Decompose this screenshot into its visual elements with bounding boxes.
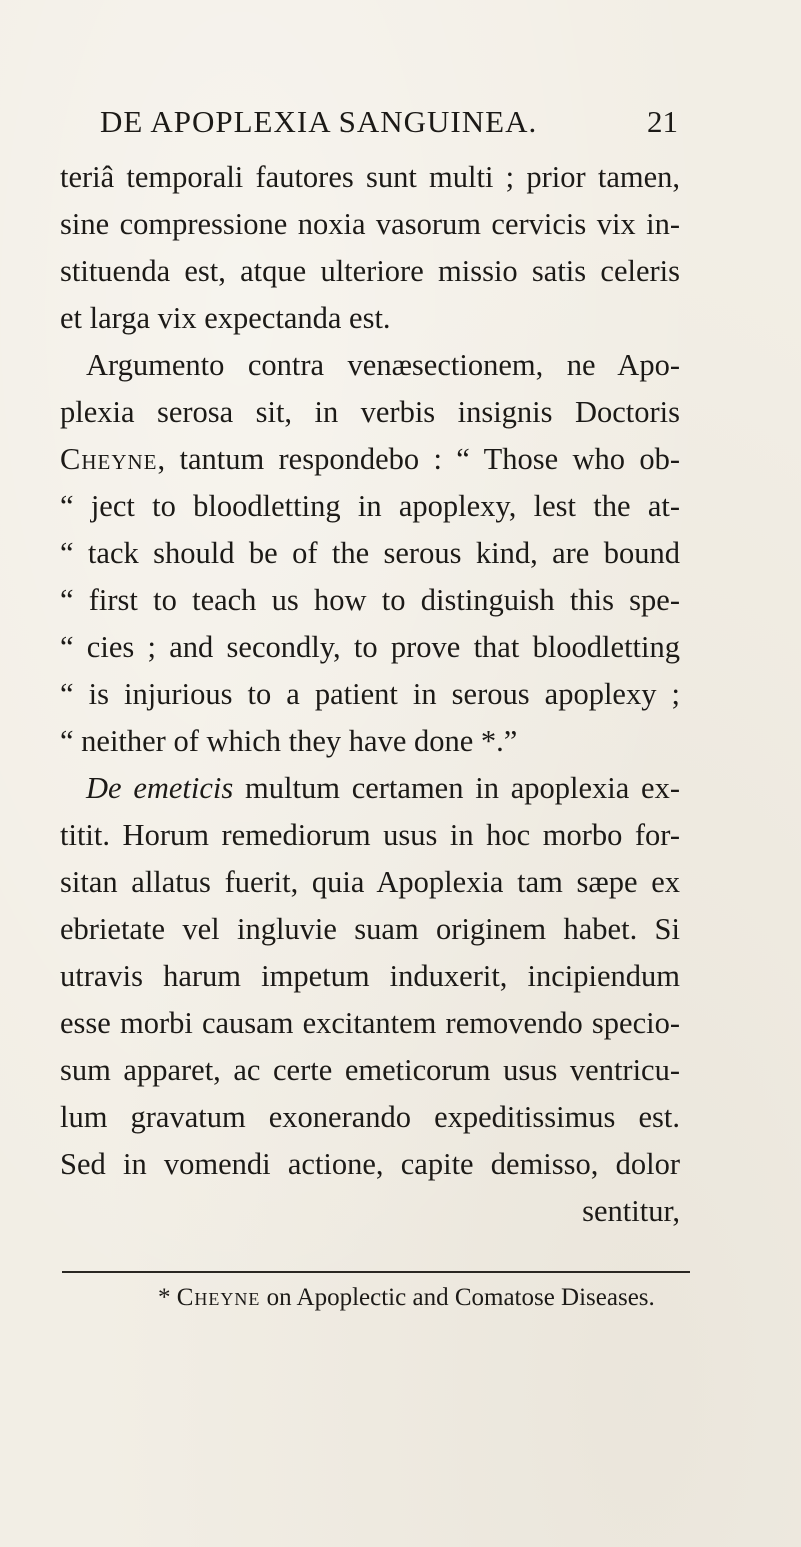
text-line bbox=[60, 436, 680, 483]
body-text bbox=[60, 154, 680, 1235]
text-line: “ cies ; and secondly, to prove that bloodletting bbox=[60, 630, 680, 664]
text-line bbox=[60, 765, 680, 812]
footnote-text: on Apoplectic and Comatose Diseases. bbox=[260, 1284, 655, 1311]
page-number: 21 bbox=[647, 104, 678, 139]
footnote-rule bbox=[62, 1271, 690, 1273]
text-line: ebrietate vel ingluvie suam originem habet. Si bbox=[60, 912, 680, 946]
footnote-marker: * bbox=[158, 1284, 171, 1311]
text-line: lum gravatum exonerando expeditissimus est. bbox=[60, 1100, 680, 1134]
text-line: “ is injurious to a patient in serous apoplexy ; bbox=[60, 677, 680, 711]
text-line: stituenda est, atque ulteriore missio satis celeris bbox=[60, 254, 680, 288]
text-line: “ first to teach us how to distinguish this spe- bbox=[60, 583, 680, 617]
footnote-author: Cheyne bbox=[176, 1284, 261, 1311]
text-line: “ tack should be of the serous kind, are bound bbox=[60, 536, 680, 570]
text-line: sum apparet, ac certe emeticorum usus ventricu- bbox=[60, 1053, 680, 1087]
text-line: sine compressione noxia vasorum cervicis vix in- bbox=[60, 207, 680, 241]
text-line: teriâ temporali fautores sunt multi ; prior tamen, bbox=[60, 160, 680, 194]
running-title: DE APOPLEXIA SANGUINEA. bbox=[100, 104, 538, 139]
text-line: Sed in vomendi actione, capite demisso, dolor bbox=[60, 1147, 680, 1181]
catchword-line: sentitur, bbox=[582, 1194, 680, 1228]
text-line: titit. Horum remediorum usus in hoc morbo for- bbox=[60, 818, 680, 852]
text-segment: multum certamen in apoplexia ex- bbox=[233, 771, 680, 805]
text-line: plexia serosa sit, in verbis insignis Doctoris bbox=[60, 395, 680, 429]
text-line: utravis harum impetum induxerit, incipiendum bbox=[60, 959, 680, 993]
text-line: “ neither of which they have done *.” bbox=[60, 724, 518, 758]
text-line: esse morbi causam excitantem removendo specio- bbox=[60, 1006, 680, 1040]
text-line: sitan allatus fuerit, quia Apoplexia tam sæpe ex bbox=[60, 865, 680, 899]
italic-phrase: De emeticis bbox=[86, 771, 234, 805]
footnote bbox=[158, 1284, 655, 1312]
author-name-cheyne: Cheyne bbox=[60, 442, 158, 476]
text-line: Argumento contra venæsectionem, ne Apo- bbox=[86, 348, 680, 382]
text-segment: , tantum respondebo : “ Those who ob- bbox=[157, 442, 680, 476]
running-head bbox=[98, 104, 678, 144]
text-line: “ ject to bloodletting in apoplexy, lest the at- bbox=[60, 489, 680, 523]
text-line: et larga vix expectanda est. bbox=[60, 301, 391, 335]
